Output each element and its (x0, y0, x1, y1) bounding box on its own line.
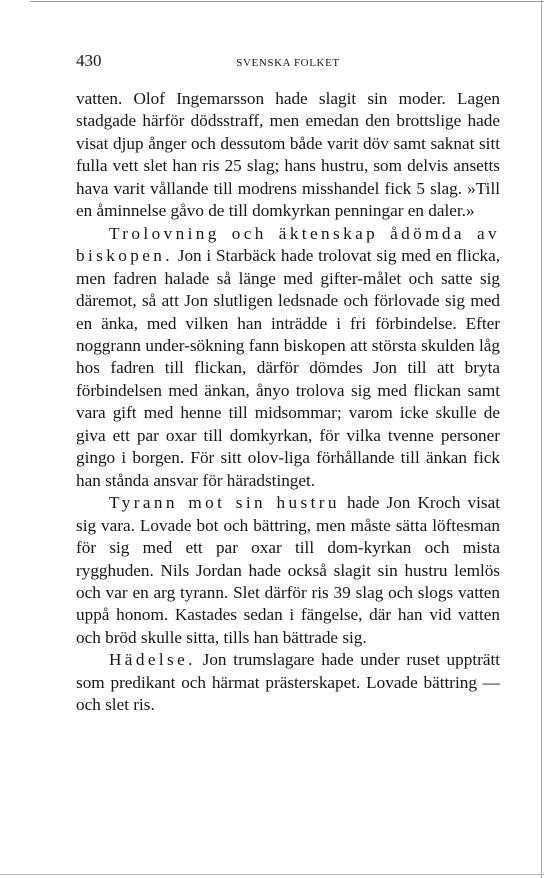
paragraph-text: vatten. Olof Ingemarsson hade slagit sin moder. Lagen stadgade härför dödsstraff, men emedan den brottslige hade visat djup ånger och dessutom både varit döv samt saknat sitt fulla vett slet han ris 25 slag; hans hustru, som delvis ansetts hava varit vållande till modrens misshandel fick 5 slag. »Till en åminnelse gåvo de till domkyrkan penningar en daler.» (76, 89, 500, 221)
paragraph-text: hade Jon Kroch visat sig vara. Lovade bot och bättring, men måste sätta löftesman för sig med ett par oxar till dom-kyrkan och mista rygghuden. Nils Jordan hade också slagit sin hustru lemlös och var en arg tyrann. Slet därför ris 39 slag och slogs vatten uppå honom. Kastades sedan i fängelse, där han vid vatten och bröd skulle sitta, tills han bättrade sig. (76, 493, 500, 647)
page-number: 430 (76, 51, 102, 70)
section-heading-trolovning: Trolovning och äktenskap ådömda av biskopen. (76, 223, 500, 266)
page-header (76, 52, 500, 72)
paragraph-hadelse (76, 649, 500, 716)
section-heading-hadelse: Hädelse. (109, 650, 196, 670)
paragraph-text: Jon trumslagare hade under ruset uppträtt som predikant och härmat prästerskapet. Lovade bättring — och slet ris. (76, 650, 500, 715)
section-heading-tyrann: Tyrann mot sin hustru (109, 493, 340, 513)
scan-edge-right (541, 0, 542, 878)
paragraph-tyrann (76, 492, 500, 649)
scan-edge-bottom (0, 874, 544, 875)
paragraph-continuation (76, 88, 500, 223)
paragraph-trolovning (76, 223, 500, 492)
body-text (76, 88, 500, 717)
scan-edge-top (30, 1, 544, 2)
running-head: SVENSKA FOLKET (236, 57, 340, 69)
paragraph-text: Jon i Starbäck hade trolovat sig med en flicka, men fadren halade så länge med gifter-målet och satte sig däremot, så att Jon slutligen ledsnade och förlovade sig med en änka, med vilken han inträdde i fri förbindelse. Efter noggrann under-sökning fann biskopen att största skulden låg hos fadren till flickan, därför dömdes Jon till att bryta förbindelsen med änkan, ånyo trolova sig med flickan samt vara gift med henne till midsommar; varom icke skulle de giva ett par oxar till domkyrkan, för vilka tvenne personer gingo i borgen. För sitt olov-liga förhållande till änkan fick han stånda ansvar för häradstinget. (76, 246, 500, 490)
